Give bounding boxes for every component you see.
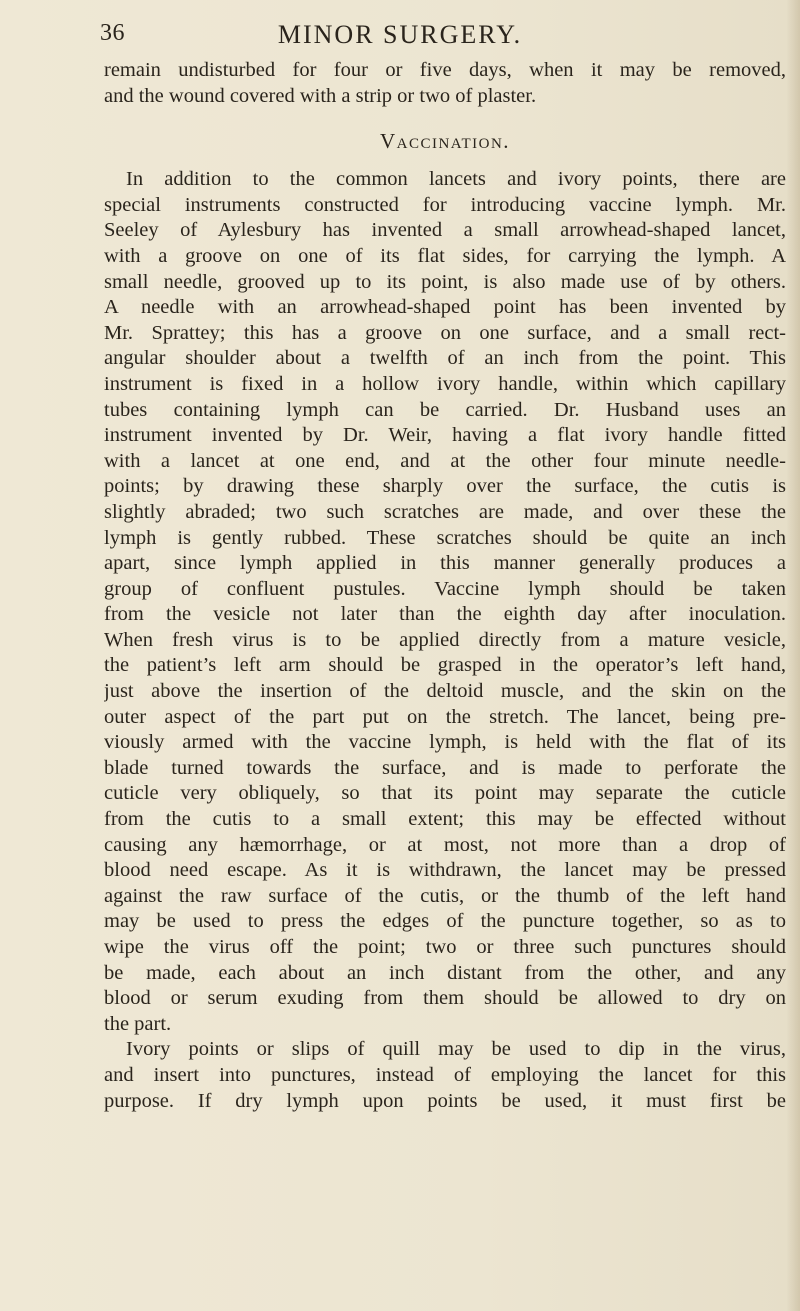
running-title: MINOR SURGERY. [277, 20, 523, 49]
text-line: just above the insertion of the deltoid muscle, and the skin on the [104, 680, 786, 703]
text-line: be made, each about an inch distant from the other, and any [104, 961, 786, 984]
text-line: and the wound covered with a strip or two of plaster. [104, 84, 537, 107]
text-line: blood or serum exuding from them should be allowed to dry on [104, 987, 786, 1010]
text-line: Mr. Sprattey; this has a groove on one surface, and a small rect- [104, 321, 786, 344]
text-line: apart, since lymph applied in this manner generally produces a [104, 552, 786, 575]
text-line: instrument invented by Dr. Weir, having a flat ivory handle fitted [104, 424, 786, 447]
text-line: group of confluent pustules. Vaccine lymph should be taken [104, 577, 786, 600]
text-line: Ivory points or slips of quill may be used to dip in the virus, [126, 1038, 786, 1061]
text-line: points; by drawing these sharply over the surface, the cutis is [104, 475, 786, 498]
text-line: the part. [104, 1012, 172, 1035]
text-line: causing any hæmorrhage, or at most, not more than a drop of [104, 833, 786, 856]
text-line: angular shoulder about a twelfth of an inch from the point. This [104, 347, 786, 370]
text-line: When fresh virus is to be applied directly from a mature vesicle, [104, 628, 786, 651]
running-head [0, 20, 800, 52]
section-heading: Vaccination. [379, 129, 511, 154]
text-line: with a lancet at one end, and at the other four minute needle- [104, 449, 786, 472]
text-line: with a groove on one of its flat sides, for carrying the lymph. A [104, 244, 786, 267]
text-line: blood need escape. As it is withdrawn, the lancet may be pressed [104, 859, 786, 882]
text-line: viously armed with the vaccine lymph, is held with the flat of its [104, 731, 786, 754]
text-line: may be used to press the edges of the puncture together, so as to [104, 910, 786, 933]
text-line: lymph is gently rubbed. These scratches should be quite an inch [104, 526, 786, 549]
text-line: In addition to the common lancets and ivory points, there are [126, 168, 786, 191]
ivory-points-paragraph [104, 1037, 786, 1114]
text-line: special instruments constructed for introducing vaccine lymph. Mr. [104, 193, 786, 216]
text-line: A needle with an arrowhead-shaped point has been invented by [104, 296, 786, 319]
intro-paragraph [104, 58, 786, 109]
text-line: and insert into punctures, instead of employing the lancet for this [104, 1063, 786, 1086]
text-line: Seeley of Aylesbury has invented a small arrowhead-shaped lancet, [104, 219, 786, 242]
text-line: the patient’s left arm should be grasped in the operator’s left hand, [104, 654, 786, 677]
text-line: outer aspect of the part put on the stretch. The lancet, being pre- [104, 705, 786, 728]
text-line: small needle, grooved up to its point, is also made use of by others. [104, 270, 786, 293]
text-line: from the vesicle not later than the eighth day after inoculation. [104, 603, 786, 626]
text-line: tubes containing lymph can be carried. Dr. Husband uses an [104, 398, 786, 421]
text-line: against the raw surface of the cutis, or the thumb of the left hand [104, 884, 786, 907]
page-number: 36 [100, 20, 125, 46]
text-block [104, 58, 786, 1114]
vaccination-paragraph [104, 167, 786, 1037]
page-edge-shadow [786, 0, 800, 1311]
text-line: from the cutis to a small extent; this may be effected without [104, 808, 786, 831]
text-line: blade turned towards the surface, and is made to perforate the [104, 756, 786, 779]
text-line: instrument is fixed in a hollow ivory handle, within which capillary [104, 372, 786, 395]
text-line: cuticle very obliquely, so that its point may separate the cuticle [104, 782, 786, 805]
text-line: slightly abraded; two such scratches are made, and over these the [104, 500, 786, 523]
text-line: remain undisturbed for four or five days, when it may be removed, [104, 59, 786, 81]
text-line: wipe the virus off the point; two or three such punctures should [104, 936, 786, 958]
text-line: purpose. If dry lymph upon points be used, it must first be [104, 1089, 786, 1112]
